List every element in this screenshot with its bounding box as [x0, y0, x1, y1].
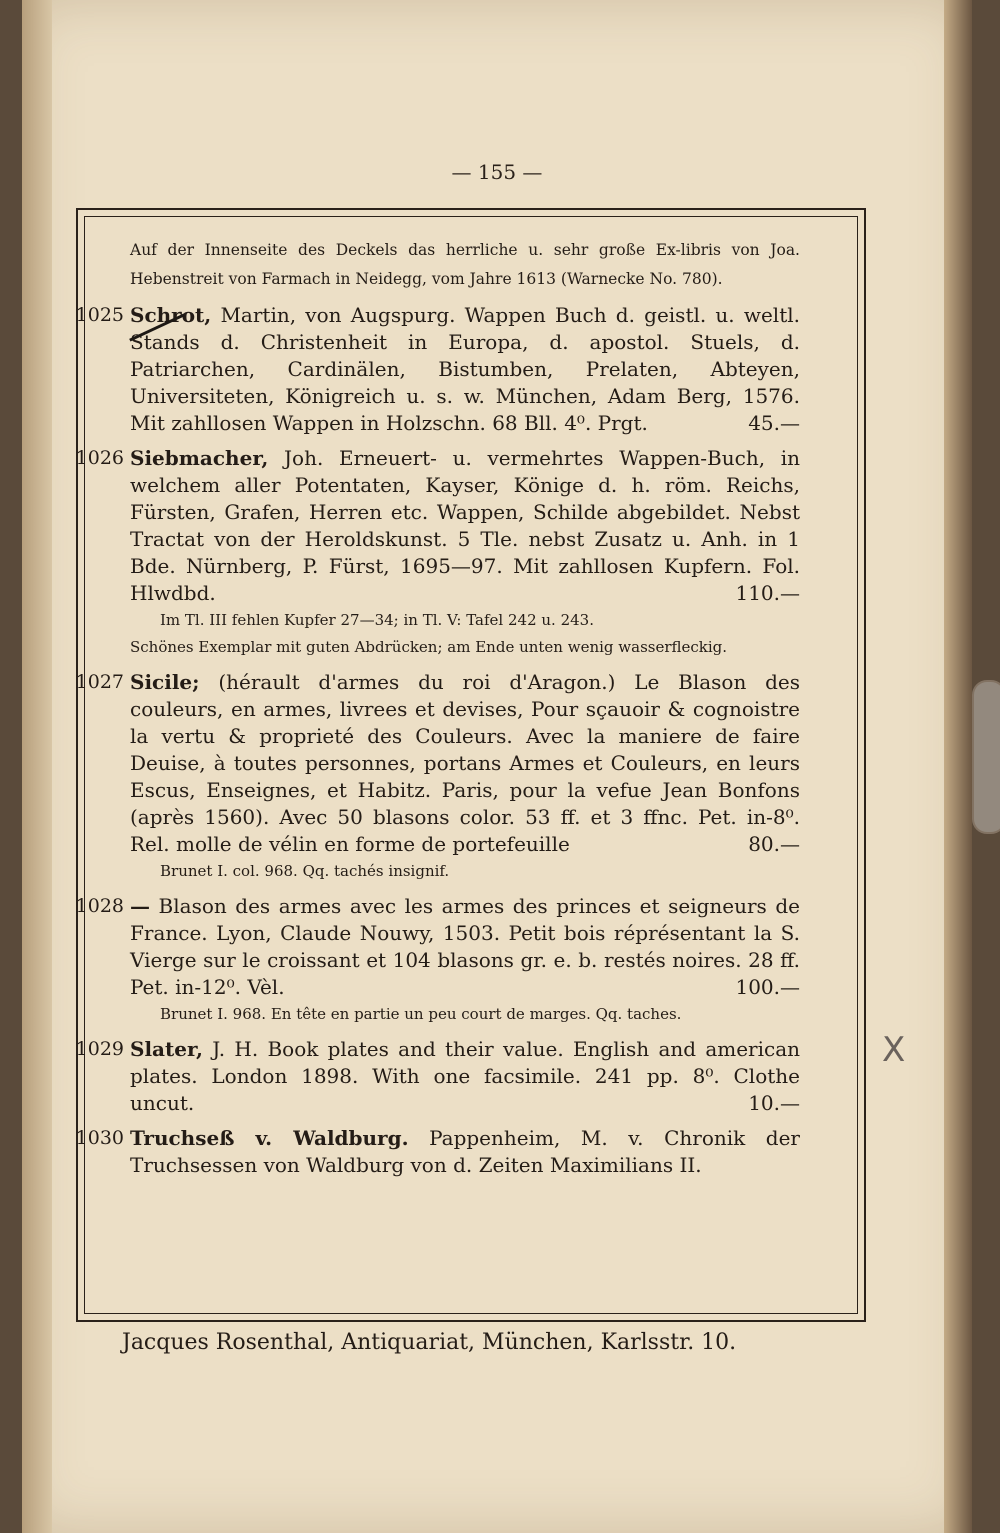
entry-note: Schönes Exemplar mit guten Abdrücken; am Ende unten wenig wasserfleckig. — [130, 638, 728, 656]
catalog-entry-1028 — [75, 893, 801, 1028]
entry-number: 1026 — [75, 447, 124, 469]
pencil-x-mark: X — [882, 1030, 906, 1070]
entry-price: 10.— — [748, 1091, 800, 1115]
entry-number: 1025 — [75, 304, 124, 326]
entry-body: Joh. Erneuert- u. vermehrtes Wappen-Buch, in welchem aller Potentaten, Kayser, Könige d. h. röm. Reichs, Fürsten, Grafen, Herren etc. Wappen, Schilde abgebildet. Nebst Tractat von der Heroldskunst. 5 Tle. nebst Zusatz u. Anh. in 1 Bde. Nürnberg, P. Fürst, 1695—97. Mit zahllosen Kupfern. Fol. Hlwdbd. — [130, 446, 801, 605]
entry-title: Truchseß v. Waldburg. — [130, 1126, 409, 1150]
entry-title: Schrot, — [130, 303, 212, 327]
catalog-content — [75, 236, 801, 1187]
page-right-edge — [944, 0, 972, 1533]
publisher-footer: Jacques Rosenthal, Antiquariat, München, Karlsstr. 10. — [122, 1330, 737, 1355]
entry-number: 1027 — [75, 671, 124, 693]
intro-paragraph — [130, 236, 800, 294]
entry-note: Im Tl. III fehlen Kupfer 27—34; in Tl. V: Tafel 242 u. 243. — [160, 611, 594, 629]
entry-body: Martin, von Augspurg. Wappen Buch d. geistl. u. weltl. Stands d. Christenheit in Europa, d. apostol. Stuels, d. Patriarchen, Cardinälen, Bistumben, Prelaten, Abteyen, Universiteten, Königreich u. s. w. München, Adam Berg, 1576. Mit zahllosen Wappen in Holzschn. 68 Bll. 4⁰. Prgt. — [130, 303, 800, 435]
entry-title: Slater, — [130, 1037, 204, 1061]
page-number: — 155 — — [451, 160, 543, 184]
entry-title: Sicile; — [130, 670, 200, 694]
catalog-entry-1030 — [75, 1125, 800, 1179]
catalog-entry-1027 — [75, 669, 801, 885]
entry-title: Siebmacher, — [130, 446, 269, 470]
entry-note: Brunet I. col. 968. Qq. tachés insignif. — [160, 862, 450, 880]
catalog-entry-1026 — [75, 445, 801, 661]
intro-text: Auf der Innenseite des Deckels das herrliche u. sehr große Ex-libris von Joa. Hebenstreit von Farmach in Neidegg, vom Jahre 1613 (Warnecke No. 780). — [130, 241, 800, 288]
page-clip-tab — [972, 680, 1000, 834]
entry-number: 1029 — [75, 1038, 124, 1060]
entry-note: Brunet I. 968. En tête en partie un peu court de marges. Qq. taches. — [160, 1005, 682, 1023]
entry-body: J. H. Book plates and their value. English and american plates. London 1898. With one facsimile. 241 pp. 8⁰. Clothe uncut. — [130, 1037, 801, 1115]
entry-title: — — [130, 894, 150, 918]
page — [22, 0, 972, 1533]
catalog-entry-1029 — [75, 1036, 801, 1117]
entry-price: 45.— — [748, 411, 800, 435]
page-left-edge — [22, 0, 52, 1533]
entry-price: 80.— — [748, 832, 800, 856]
entry-price: 110.— — [735, 581, 800, 605]
entry-body: (hérault d'armes du roi d'Aragon.) Le Blason des couleurs, en armes, livrees et devises, Pour sçauoir & cognoistre la vertu & proprieté des Couleurs. Avec la maniere de faire Deuise, à toutes personnes, portans Armes et Couleurs, en leurs Escus, Enseignes, et Habitz. Paris, pour la vefue Jean Bonfons (après 1560). Avec 50 blasons color. 53 ff. et 3 ffnc. Pet. in-8⁰. Rel. molle de vélin en forme de portefeuille — [130, 670, 801, 856]
text-frame — [76, 208, 866, 1322]
entry-body: Blason des armes avec les armes des princes et seigneurs de France. Lyon, Claude Nouwy, 1503. Petit bois réprésentant la S. Vierge sur le croissant et 104 blasons gr. e. b. restés noires. 28 ff. Pet. in-12⁰. Vèl. — [130, 894, 801, 999]
entry-number: 1030 — [75, 1127, 124, 1149]
catalog-entry-1025 — [75, 302, 800, 437]
entry-number: 1028 — [75, 895, 124, 917]
entry-body: Pappenheim, M. v. Chronik der Truchsessen von Waldburg von d. Zeiten Maximilians II. — [130, 1126, 800, 1177]
entry-price: 100.— — [735, 975, 800, 999]
